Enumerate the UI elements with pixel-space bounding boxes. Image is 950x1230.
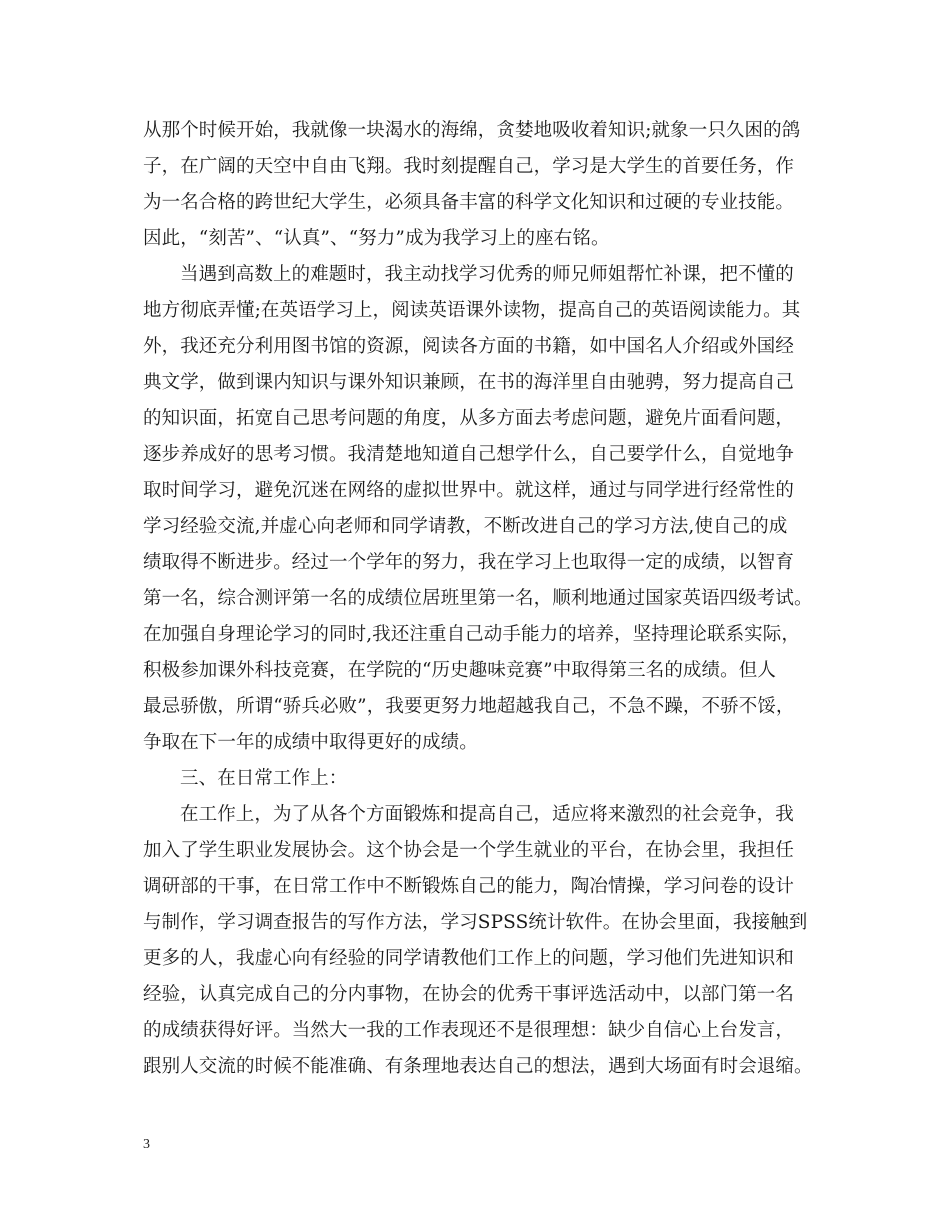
text-line: 因此，“刻苦”、“认真”、“努力”成为我学习上的座右铭。 — [143, 228, 610, 249]
text-line: 从那个时候开始，我就像一块渴水的海绵，贪婪地吸收着知识;就象一只久困的鸽 — [143, 120, 801, 141]
text-line: 的成绩获得好评。当然大一我的工作表现还不是很理想：缺少自信心上台发言， — [143, 1020, 795, 1041]
body-text — [143, 113, 833, 1085]
text-line: 取时间学习，避免沉迷在网络的虚拟世界中。就这样，通过与同学进行经常性的 — [143, 480, 795, 501]
text-line: 外，我还充分利用图书馆的资源，阅读各方面的书籍，如中国名人介绍或外国经 — [143, 336, 795, 357]
text-line: 积极参加课外科技竞赛，在学院的“历史趣味竞赛”中取得第三名的成绩。但人 — [143, 660, 776, 681]
text-line: 第一名，综合测评第一名的成绩位居班里第一名，顺利地通过国家英语四级考试。 — [143, 588, 813, 609]
text-line: 为一名合格的跨世纪大学生，必须具备丰富的科学文化知识和过硬的专业技能。 — [143, 192, 795, 213]
text-line: 最忌骄傲，所谓“骄兵必败”，我要更努力地超越我自己，不急不躁，不骄不馁， — [143, 696, 795, 717]
text-line: 跟别人交流的时候不能准确、有条理地表达自己的想法，遇到大场面有时会退缩。 — [143, 1056, 813, 1077]
paragraph-first-line: 在工作上，为了从各个方面锻炼和提高自己，适应将来激烈的社会竞争，我 — [180, 804, 794, 825]
paragraph-first-line: 当遇到高数上的难题时，我主动找学习优秀的师兄师姐帮忙补课，把不懂的 — [180, 264, 794, 285]
text-line: 加入了学生职业发展协会。这个协会是一个学生就业的平台，在协会里，我担任 — [143, 840, 795, 861]
text-line: 与制作，学习调查报告的写作方法，学习SPSS统计软件。在协会里面，我接触到 — [143, 912, 808, 933]
text-line: 地方彻底弄懂;在英语学习上，阅读英语课外读物，提高自己的英语阅读能力。其 — [143, 300, 801, 321]
text-line: 调研部的干事，在日常工作中不断锻炼自己的能力，陶冶情操，学习问卷的设计 — [143, 876, 795, 897]
text-line: 子，在广阔的天空中自由飞翔。我时刻提醒自己，学习是大学生的首要任务，作 — [143, 156, 795, 177]
text-line: 学习经验交流,并虚心向老师和同学请教，不断改进自己的学习方法,使自己的成 — [143, 516, 788, 537]
text-line: 逐步养成好的思考习惯。我清楚地知道自己想学什么，自己要学什么，自觉地争 — [143, 444, 795, 465]
text-line: 争取在下一年的成绩中取得更好的成绩。 — [143, 732, 478, 753]
text-line: 的知识面，拓宽自己思考问题的角度，从多方面去考虑问题，避免片面看问题， — [143, 408, 795, 429]
text-line: 绩取得不断进步。经过一个学年的努力，我在学习上也取得一定的成绩，以智育 — [143, 552, 795, 573]
text-line: 经验，认真完成自己的分内事物，在协会的优秀干事评选活动中，以部门第一名 — [143, 984, 795, 1005]
text-line: 典文学，做到课内知识与课外知识兼顾，在书的海洋里自由驰骋，努力提高自己 — [143, 372, 795, 393]
section-heading: 三、在日常工作上： — [180, 768, 348, 789]
text-line: 在加强自身理论学习的同时,我还注重自己动手能力的培养，坚持理论联系实际， — [143, 624, 800, 645]
text-line: 更多的人，我虚心向有经验的同学请教他们工作上的问题，学习他们先进知识和 — [143, 948, 795, 969]
page-number: 3 — [143, 1137, 150, 1152]
